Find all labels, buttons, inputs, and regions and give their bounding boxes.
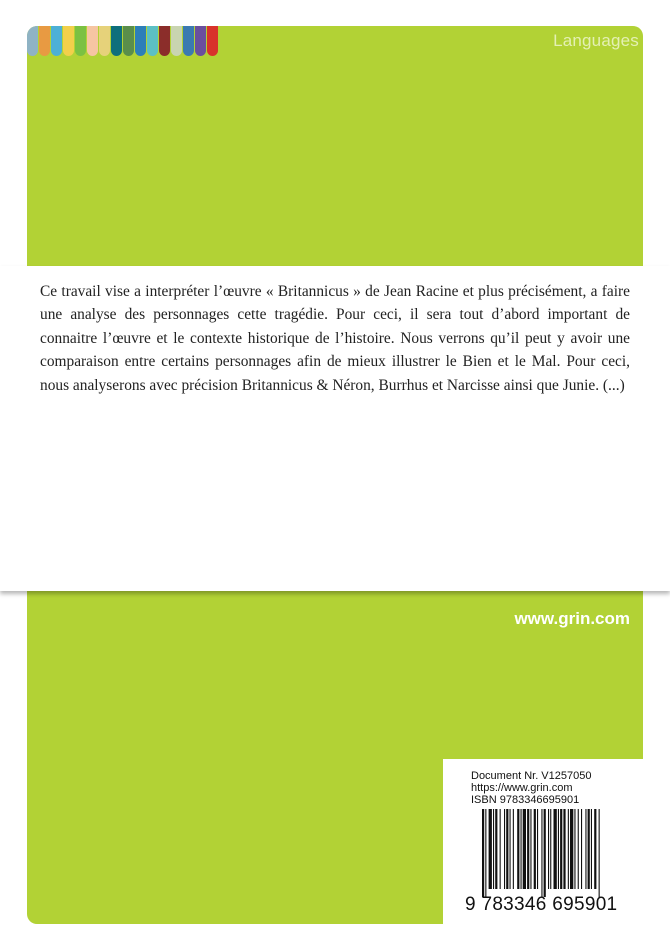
website-link[interactable]: www.grin.com: [514, 609, 630, 628]
color-stripe: [123, 26, 134, 56]
series-label: Languages: [553, 31, 639, 50]
color-stripe: [159, 26, 170, 56]
color-stripe: [111, 26, 122, 56]
color-stripe: [39, 26, 50, 56]
document-number: Document Nr. V1257050: [471, 770, 592, 782]
color-stripe: [51, 26, 62, 56]
color-stripe: [135, 26, 146, 56]
barcode-icon: [482, 809, 638, 897]
color-stripe: [195, 26, 206, 56]
isbn-info-box: [443, 759, 643, 924]
color-stripe: [207, 26, 218, 56]
color-stripe: [63, 26, 74, 56]
color-stripe: [147, 26, 158, 56]
color-stripes: [27, 26, 219, 56]
color-stripe: [75, 26, 86, 56]
abstract-text: Ce travail vise a interpréter l’œuvre « Britannicus » de Jean Racine et plus précisément, a faire une analyse des personnages cette tragédie. Pour ceci, il sera tout d’abord important de connaitre l’œuvre et le contexte historique de l’histoire. Nous verrons qu’il peut y avoir une comparaison entre certains personnages afin de mieux illustrer le Bien et le Mal. Pour ceci, nous analyserons avec précision Britannicus & Néron, Burrhus et Narcisse ainsi que Junie. (...): [40, 283, 630, 394]
color-stripe: [27, 26, 38, 56]
color-stripe: [99, 26, 110, 56]
color-stripe: [183, 26, 194, 56]
color-stripe: [171, 26, 182, 56]
barcode-digits: 9 783346 695901: [465, 894, 618, 915]
document-url[interactable]: https://www.grin.com: [471, 782, 573, 794]
color-stripe: [87, 26, 98, 56]
isbn-number: ISBN 9783346695901: [471, 794, 580, 806]
